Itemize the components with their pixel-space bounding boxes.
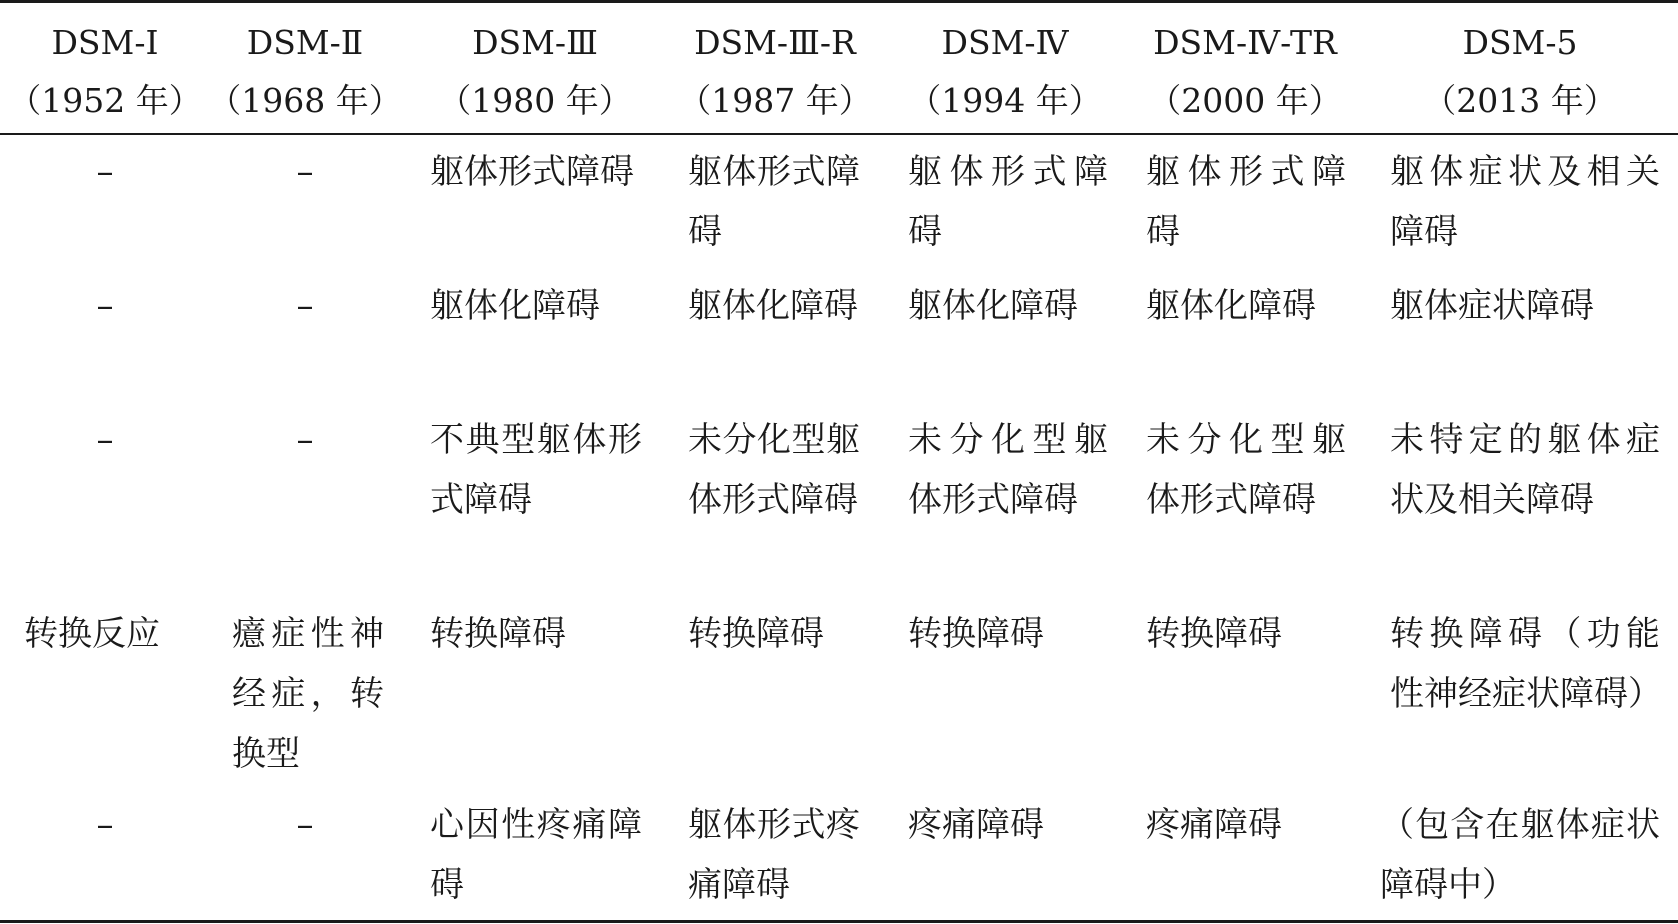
header-year: （2000 年） <box>1148 81 1342 120</box>
header-name: DSM-5 <box>1462 23 1578 62</box>
table-cell: 躯体形式障碍 <box>908 152 1108 252</box>
header-name: DSM-Ⅲ <box>472 23 598 62</box>
table-cell: – <box>296 805 314 845</box>
header-name: DSM-Ⅱ <box>246 23 364 62</box>
header-name: DSM-Ⅳ <box>941 23 1069 62</box>
table-cell: 躯体症状障碍 <box>1390 286 1594 326</box>
header-year: （1987 年） <box>678 81 872 120</box>
table-cell: 未分化型躯体形式障碍 <box>1146 420 1346 520</box>
header-year: （2013 年） <box>1423 81 1617 120</box>
table-cell: 未分化型躯体形式障碍 <box>908 420 1108 520</box>
table-cell: 疼痛障碍 <box>908 805 1044 845</box>
table-cell: – <box>96 152 114 192</box>
table-cell: 转换障碍（功能性神经症状障碍） <box>1390 614 1662 714</box>
table-cell: 躯体化障碍 <box>688 286 858 326</box>
header-dsm-1 <box>10 14 200 124</box>
header-year: （1994 年） <box>908 81 1102 120</box>
table-cell: 转换障碍 <box>908 614 1044 654</box>
header-year: （1952 年） <box>8 81 202 120</box>
table-cell: 癔症性神经症，转换型 <box>232 614 384 774</box>
header-dsm-3-r <box>670 14 880 124</box>
table-cell: – <box>296 152 314 192</box>
table-cell: – <box>296 286 314 326</box>
header-bottom-rule <box>0 133 1678 135</box>
table-cell: 躯体化障碍 <box>908 286 1078 326</box>
header-name: DSM-Ⅰ <box>51 23 159 62</box>
table-cell: （包含在躯体症状障碍中） <box>1380 805 1660 905</box>
table-cell: 转换障碍 <box>430 614 566 654</box>
table-cell: 躯体化障碍 <box>1146 286 1316 326</box>
header-dsm-4-tr <box>1140 14 1350 124</box>
table-cell: 转换障碍 <box>1146 614 1282 654</box>
header-year: （1980 年） <box>438 81 632 120</box>
table-top-rule <box>0 0 1678 3</box>
header-name: DSM-Ⅲ-R <box>694 23 856 62</box>
table-cell: 躯体形式疼痛障碍 <box>688 805 860 905</box>
table-cell: 转换障碍 <box>688 614 824 654</box>
table-cell: 心因性疼痛障碍 <box>430 805 642 905</box>
table-cell: – <box>96 805 114 845</box>
table-cell: 未特定的躯体症状及相关障碍 <box>1390 420 1660 520</box>
table-cell: 不典型躯体形式障碍 <box>430 420 642 520</box>
table-cell: 躯体化障碍 <box>430 286 600 326</box>
table-cell: 转换反应 <box>24 614 160 654</box>
header-dsm-3 <box>430 14 640 124</box>
table-cell: 躯体症状及相关障碍 <box>1390 152 1660 252</box>
header-year: （1968 年） <box>208 81 402 120</box>
table-cell: 躯体形式障碍 <box>430 152 634 192</box>
table-cell: 躯体形式障碍 <box>688 152 860 252</box>
table-cell: – <box>96 286 114 326</box>
header-dsm-4 <box>900 14 1110 124</box>
table-cell: – <box>96 420 114 460</box>
header-dsm-2 <box>210 14 400 124</box>
table-cell: 未分化型躯体形式障碍 <box>688 420 860 520</box>
table-cell: 躯体形式障碍 <box>1146 152 1346 252</box>
table-cell: – <box>296 420 314 460</box>
table-cell: 疼痛障碍 <box>1146 805 1282 845</box>
header-name: DSM-Ⅳ-TR <box>1153 23 1337 62</box>
header-dsm-5 <box>1400 14 1640 124</box>
table-bottom-rule <box>0 920 1678 923</box>
